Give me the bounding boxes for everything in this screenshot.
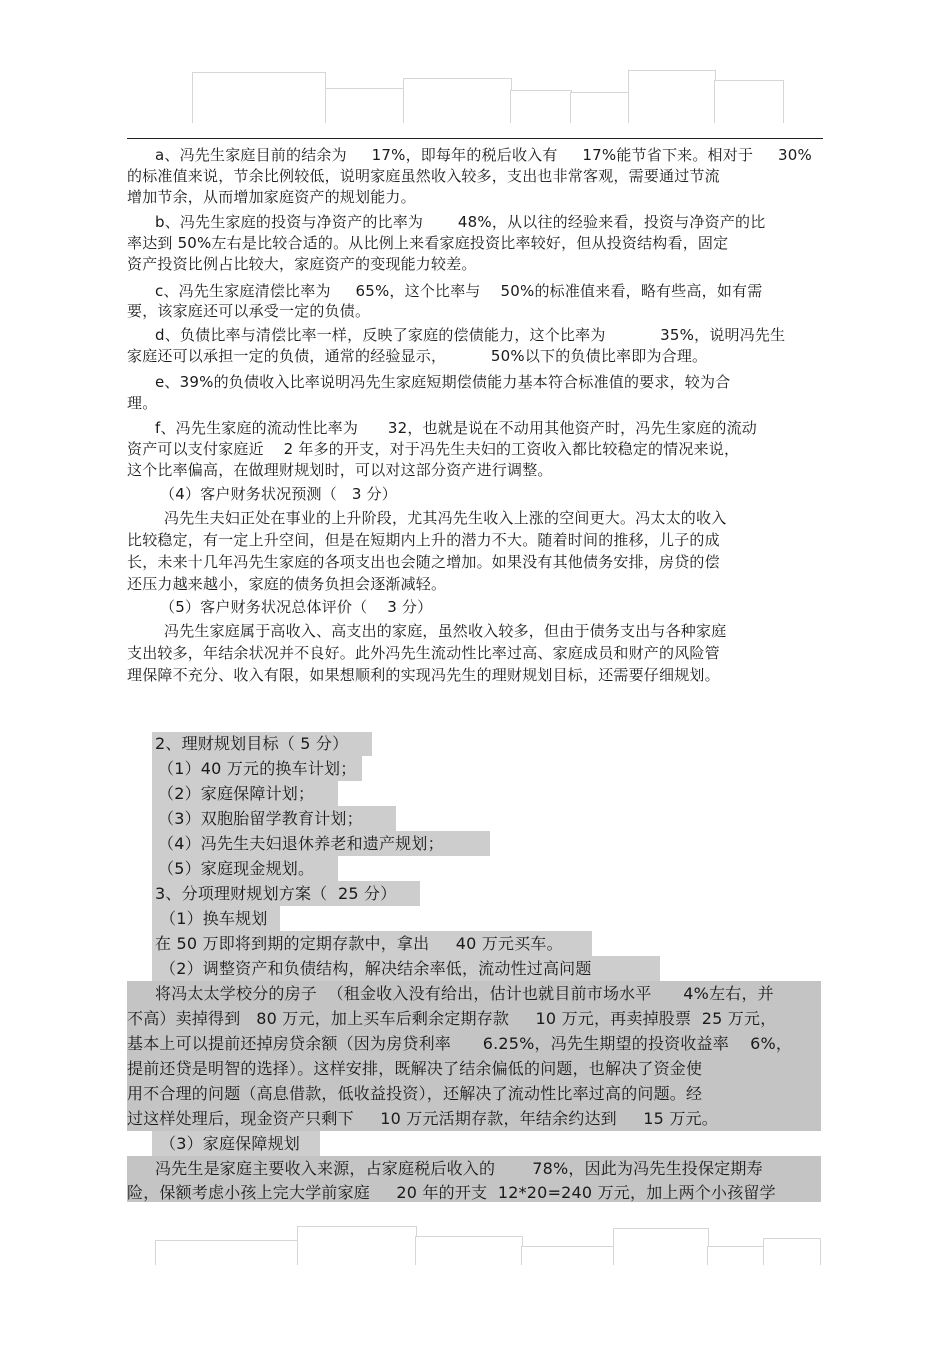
paragraph-line: 的标准值来说，节余比例较低，说明家庭虽然收入较多，支出也非常客观，需要通过节流 <box>127 167 720 185</box>
paragraph-line: 理保障不充分、收入有限，如果想顺利的实现冯先生的理财规划目标，还需要仔细规划。 <box>127 666 720 684</box>
subsection-heading: （2）调整资产和负债结构，解决结余率低，流动性过高问题 <box>160 959 592 978</box>
paragraph-line: 险，保额考虑小孩上完大学前家庭 20 年的开支 12*20=240 万元，加上两个小孩留学 <box>127 1183 776 1202</box>
paragraph-line: 支出较多，年结余状况并不良好。此外冯先生流动性比率过高、家庭成员和财产的风险管 <box>127 644 720 662</box>
subsection-heading: （3）家庭保障规划 <box>160 1134 300 1153</box>
paragraph-line: 用不合理的问题（高息借款，低收益投资），还解决了流动性比率过高的问题。经 <box>127 1084 703 1103</box>
paragraph-line: 这个比率偏高，在做理财规划时，可以对这部分资产进行调整。 <box>127 461 553 479</box>
paragraph-line: b、冯先生家庭的投资与净资产的比率为 48%，从以往的经验来看，投资与净资产的比 <box>155 213 766 231</box>
paragraph-line: 冯先生夫妇正处在事业的上升阶段，尤其冯先生收入上涨的空间更大。冯太太的收入 <box>164 509 727 527</box>
section-heading: （5）客户财务状况总体评价（ 3 分） <box>160 598 433 616</box>
paragraph-line: 要，该家庭还可以承受一定的负债。 <box>127 302 371 320</box>
paragraph-line: 资产投资比例占比较大，家庭资产的变现能力较差。 <box>127 255 477 273</box>
paragraph-line: 提前还贷是明智的选择）。这样安排，既解决了结余偏低的问题，也解决了资金使 <box>127 1059 703 1078</box>
paragraph-line: 还压力越来越小，家庭的债务负担会逐渐减轻。 <box>127 575 447 593</box>
paragraph-line: 冯先生家庭属于高收入、高支出的家庭，虽然收入较多，但由于债务支出与各种家庭 <box>164 622 727 640</box>
paragraph-line: 比较稳定，有一定上升空间，但是在短期内上升的潜力不大。随着时间的推移，儿子的成 <box>127 531 720 549</box>
list-item: （3）双胞胎留学教育计划； <box>158 809 363 828</box>
paragraph-line: 家庭还可以承担一定的负债，通常的经验显示， 50%以下的负债比率即为合理。 <box>127 347 708 365</box>
list-item: （1）40 万元的换车计划； <box>158 759 357 778</box>
paragraph-line: 冯先生是家庭主要收入来源，占家庭税后收入的 78%，因此为冯先生投保定期寿 <box>155 1159 763 1178</box>
subsection-heading: （1）换车规划 <box>160 909 268 928</box>
section-heading: 2、理财规划目标（ 5 分） <box>155 734 349 753</box>
paragraph-line: 率达到 50%左右是比较合适的。从比例上来看家庭投资比率较好，但从投资结构看，固定 <box>127 234 729 252</box>
list-item: （5）家庭现金规划。 <box>158 859 315 878</box>
paragraph-line: c、冯先生家庭清偿比率为 65%，这个比率与 50%的标准值来看，略有些高，如有需 <box>155 282 763 300</box>
paragraph-line: 过这样处理后，现金资产只剩下 10 万元活期存款，年结余约达到 15 万元。 <box>127 1109 718 1128</box>
paragraph-line: 将冯太太学校分的房子 （租金收入没有给出，估计也就目前市场水平 4%左右，并 <box>155 984 774 1003</box>
header-rule <box>127 138 823 139</box>
paragraph-line: 增加节余，从而增加家庭资产的规划能力。 <box>127 188 416 206</box>
paragraph-line: 基本上可以提前还掉房贷余额（因为房贷利率 6.25%，冯先生期望的投资收益率 6%， <box>127 1034 793 1053</box>
paragraph-line: 长，未来十几年冯先生家庭的各项支出也会随之增加。如果没有其他债务安排，房贷的偿 <box>127 553 720 571</box>
paragraph-line: d、负债比率与清偿比率一样，反映了家庭的偿债能力，这个比率为 35%，说明冯先生 <box>155 326 786 344</box>
list-item: （4）冯先生夫妇退休养老和遗产规划； <box>158 834 444 853</box>
paragraph-line: 资产可以支付家庭近 2 年多的开支，对于冯先生夫妇的工资收入都比较稳定的情况来说， <box>127 440 740 458</box>
paragraph-line: f、冯先生家庭的流动性比率为 32，也就是说在不动用其他资产时，冯先生家庭的流动 <box>155 419 757 437</box>
section-heading: 3、分项理财规划方案（ 25 分） <box>155 884 397 903</box>
list-item: （2）家庭保障计划； <box>158 784 315 803</box>
paragraph-line: a、冯先生家庭目前的结余为 17%，即每年的税后收入有 17%能节省下来。相对于 30% <box>155 146 812 164</box>
paragraph-line: 不高）卖掉得到 80 万元，加上买车后剩余定期存款 10 万元，再卖掉股票 25 万元， <box>127 1009 777 1028</box>
section-heading: （4）客户财务状况预测（ 3 分） <box>160 485 397 503</box>
paragraph-line: e、39%的负债收入比率说明冯先生家庭短期偿债能力基本符合标准值的要求，较为合 <box>155 373 731 391</box>
paragraph-line: 理。 <box>127 394 158 412</box>
paragraph-line: 在 50 万即将到期的定期存款中，拿出 40 万元买车。 <box>155 934 563 953</box>
